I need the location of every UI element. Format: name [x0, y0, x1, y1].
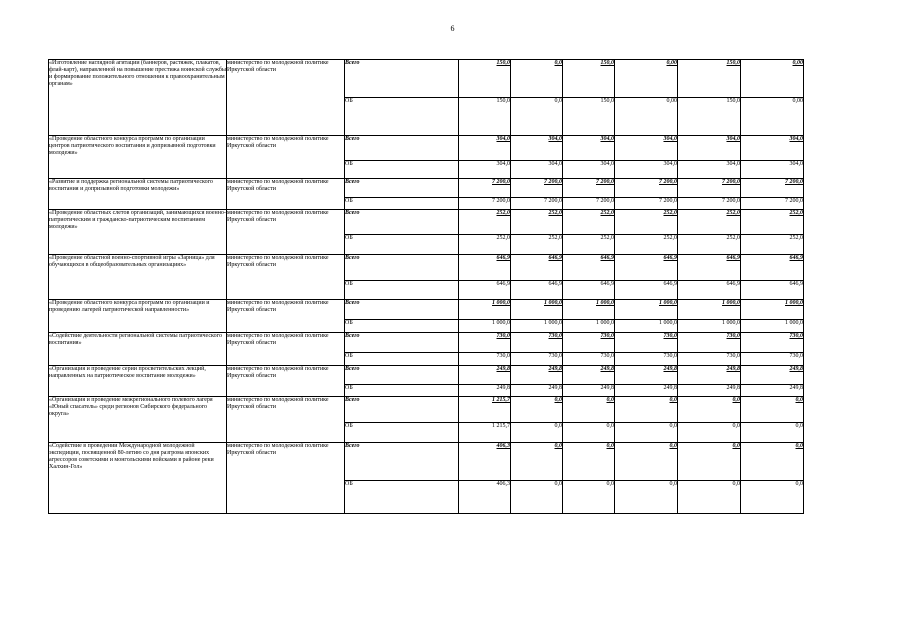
funding-total-label: Всего — [345, 300, 459, 320]
ob-value: 150,0 — [459, 98, 511, 136]
ob-value: 252,0 — [615, 235, 678, 255]
total-value: 252,0 — [563, 210, 615, 235]
ob-value: 1 000,0 — [741, 320, 804, 333]
total-value: 249,8 — [741, 366, 804, 385]
ob-value: 249,8 — [563, 385, 615, 397]
total-value: 0,0 — [678, 443, 741, 481]
measure-name: «Проведение областных слетов организаций, занимающихся военно-патриотическим и гражданско-патриотическим воспитанием молодежи» — [49, 210, 227, 255]
measure-name: «Содействие деятельности региональной системы патриотического воспитания» — [49, 333, 227, 366]
total-value: 646,9 — [615, 255, 678, 281]
ob-value: 249,8 — [459, 385, 511, 397]
measure-name: «Проведение областного конкурса программ по организации и проведению лагерей патриотической направленности» — [49, 300, 227, 333]
total-value: 304,0 — [741, 136, 804, 161]
total-value: 1 000,0 — [678, 300, 741, 320]
ob-value: 1 000,0 — [563, 320, 615, 333]
responsible-executor: министерство по молодежной политике Иркутской области — [227, 60, 345, 136]
total-value: 252,0 — [678, 210, 741, 235]
total-value: 1 215,7 — [459, 397, 511, 423]
funding-total-label: Всего — [345, 443, 459, 481]
funding-source-label: ОБ — [345, 320, 459, 333]
ob-value: 249,8 — [511, 385, 563, 397]
ob-value: 252,0 — [678, 235, 741, 255]
total-value: 249,8 — [615, 366, 678, 385]
ob-value: 0,0 — [563, 423, 615, 443]
ob-value: 646,9 — [741, 281, 804, 300]
funding-total-label: Всего — [345, 136, 459, 161]
total-value: 7 200,0 — [678, 179, 741, 198]
total-value: 0,0 — [678, 397, 741, 423]
ob-value: 252,0 — [741, 235, 804, 255]
funding-total-label: Всего — [345, 255, 459, 281]
responsible-executor: министерство по молодежной политике Иркутской области — [227, 179, 345, 210]
funding-source-label: ОБ — [345, 98, 459, 136]
ob-value: 304,0 — [615, 161, 678, 179]
total-value: 406,3 — [459, 443, 511, 481]
ob-value: 252,0 — [511, 235, 563, 255]
total-value: 1 000,0 — [511, 300, 563, 320]
ob-value: 646,9 — [459, 281, 511, 300]
table-row — [49, 179, 804, 198]
ob-value: 7 200,0 — [459, 198, 511, 210]
total-value: 0,0 — [615, 397, 678, 423]
funding-source-label: ОБ — [345, 423, 459, 443]
funding-total-label: Всего — [345, 210, 459, 235]
responsible-executor: министерство по молодежной политике Иркутской области — [227, 443, 345, 514]
table-row — [49, 397, 804, 423]
total-value: 0,0 — [563, 443, 615, 481]
funding-source-label: ОБ — [345, 235, 459, 255]
measure-name: «Развитие и поддержка региональной системы патриотического воспитания и допризывной подготовки молодежи» — [49, 179, 227, 210]
total-value: 249,8 — [563, 366, 615, 385]
total-value: 7 200,0 — [511, 179, 563, 198]
funding-source-label: ОБ — [345, 385, 459, 397]
table-row — [49, 443, 804, 481]
ob-value: 304,0 — [678, 161, 741, 179]
table-row — [49, 255, 804, 281]
responsible-executor: министерство по молодежной политике Иркутской области — [227, 210, 345, 255]
budget-table-body — [49, 60, 804, 514]
ob-value: 304,0 — [511, 161, 563, 179]
ob-value: 1 215,7 — [459, 423, 511, 443]
ob-value: 730,0 — [741, 353, 804, 366]
total-value: 646,9 — [511, 255, 563, 281]
ob-value: 7 200,0 — [678, 198, 741, 210]
responsible-executor: министерство по молодежной политике Иркутской области — [227, 300, 345, 333]
table-row — [49, 300, 804, 320]
ob-value: 730,0 — [563, 353, 615, 366]
measure-name: «Содействие в проведении Международной молодежной экспедиции, посвященной 80-летию со дня разгрома японских агрессоров советскими и монгольскими войсками в районе реки Халхин-Гол» — [49, 443, 227, 514]
ob-value: 1 000,0 — [511, 320, 563, 333]
total-value: 252,0 — [459, 210, 511, 235]
total-value: 730,0 — [615, 333, 678, 353]
ob-value: 252,0 — [459, 235, 511, 255]
ob-value: 0,0 — [615, 423, 678, 443]
total-value: 7 200,0 — [741, 179, 804, 198]
ob-value: 249,8 — [615, 385, 678, 397]
table-row — [49, 210, 804, 235]
ob-value: 0,0 — [563, 481, 615, 514]
ob-value: 252,0 — [563, 235, 615, 255]
ob-value: 0,00 — [615, 98, 678, 136]
ob-value: 730,0 — [678, 353, 741, 366]
funding-total-label: Всего — [345, 397, 459, 423]
total-value: 646,9 — [563, 255, 615, 281]
ob-value: 249,8 — [741, 385, 804, 397]
measure-name: «Организация и проведение серии просветительских лекций, направленных на патриотическое воспитание молодежи» — [49, 366, 227, 397]
total-value: 646,9 — [459, 255, 511, 281]
ob-value: 646,9 — [678, 281, 741, 300]
funding-total-label: Всего — [345, 60, 459, 98]
total-value: 1 000,0 — [741, 300, 804, 320]
total-value: 252,0 — [511, 210, 563, 235]
total-value: 7 200,0 — [563, 179, 615, 198]
total-value: 1 000,0 — [615, 300, 678, 320]
ob-value: 646,9 — [615, 281, 678, 300]
total-value: 304,0 — [563, 136, 615, 161]
total-value: 304,0 — [615, 136, 678, 161]
total-value: 7 200,0 — [459, 179, 511, 198]
ob-value: 150,0 — [678, 98, 741, 136]
funding-source-label: ОБ — [345, 353, 459, 366]
ob-value: 7 200,0 — [741, 198, 804, 210]
measure-name: «Изготовление наглядной агитации (баннеров, растяжек, плакатов, флай-карт), направленной на повышение престижа воинской службы и формирование положительного отношения к правоохранительным органам» — [49, 60, 227, 136]
responsible-executor: министерство по молодежной политике Иркутской области — [227, 366, 345, 397]
funding-total-label: Всего — [345, 333, 459, 353]
funding-total-label: Всего — [345, 179, 459, 198]
funding-total-label: Всего — [345, 366, 459, 385]
ob-value: 0,0 — [511, 481, 563, 514]
table-row — [49, 333, 804, 353]
ob-value: 249,8 — [678, 385, 741, 397]
ob-value: 730,0 — [615, 353, 678, 366]
ob-value: 0,0 — [511, 423, 563, 443]
ob-value: 1 000,0 — [615, 320, 678, 333]
total-value: 0,0 — [511, 443, 563, 481]
ob-value: 0,0 — [678, 423, 741, 443]
ob-value: 7 200,0 — [615, 198, 678, 210]
ob-value: 304,0 — [563, 161, 615, 179]
total-value: 150,0 — [459, 60, 511, 98]
total-value: 646,9 — [678, 255, 741, 281]
measure-name: «Проведение областного конкурса программ по организации центров патриотического воспитания и допризывной подготовки молодежи» — [49, 136, 227, 179]
total-value: 730,0 — [741, 333, 804, 353]
table-row — [49, 366, 804, 385]
funding-source-label: ОБ — [345, 481, 459, 514]
total-value: 252,0 — [741, 210, 804, 235]
total-value: 730,0 — [459, 333, 511, 353]
ob-value: 1 000,0 — [678, 320, 741, 333]
total-value: 0,0 — [511, 60, 563, 98]
ob-value: 646,9 — [511, 281, 563, 300]
ob-value: 730,0 — [459, 353, 511, 366]
ob-value: 646,9 — [563, 281, 615, 300]
funding-source-label: ОБ — [345, 281, 459, 300]
total-value: 249,8 — [459, 366, 511, 385]
total-value: 249,8 — [678, 366, 741, 385]
total-value: 730,0 — [563, 333, 615, 353]
total-value: 0,00 — [615, 60, 678, 98]
funding-source-label: ОБ — [345, 161, 459, 179]
responsible-executor: министерство по молодежной политике Иркутской области — [227, 136, 345, 179]
total-value: 304,0 — [678, 136, 741, 161]
total-value: 7 200,0 — [615, 179, 678, 198]
table-row — [49, 60, 804, 98]
total-value: 0,0 — [741, 443, 804, 481]
ob-value: 0,0 — [615, 481, 678, 514]
total-value: 304,0 — [511, 136, 563, 161]
responsible-executor: министерство по молодежной политике Иркутской области — [227, 397, 345, 443]
table-row — [49, 136, 804, 161]
total-value: 0,0 — [563, 397, 615, 423]
measure-name: «Проведение областной военно-спортивной игры «Зарница» для обучающихся в общеобразовательных организациях» — [49, 255, 227, 300]
total-value: 249,8 — [511, 366, 563, 385]
ob-value: 0,0 — [678, 481, 741, 514]
ob-value: 0,0 — [741, 481, 804, 514]
total-value: 150,0 — [563, 60, 615, 98]
total-value: 0,0 — [741, 397, 804, 423]
total-value: 0,00 — [741, 60, 804, 98]
ob-value: 1 000,0 — [459, 320, 511, 333]
ob-value: 150,0 — [563, 98, 615, 136]
total-value: 252,0 — [615, 210, 678, 235]
ob-value: 304,0 — [741, 161, 804, 179]
total-value: 0,0 — [615, 443, 678, 481]
total-value: 1 000,0 — [459, 300, 511, 320]
total-value: 304,0 — [459, 136, 511, 161]
ob-value: 304,0 — [459, 161, 511, 179]
total-value: 646,9 — [741, 255, 804, 281]
funding-source-label: ОБ — [345, 198, 459, 210]
page-number: 6 — [450, 24, 455, 33]
responsible-executor: министерство по молодежной политике Иркутской области — [227, 255, 345, 300]
budget-table — [48, 59, 804, 514]
ob-value: 0,00 — [741, 98, 804, 136]
ob-value: 7 200,0 — [511, 198, 563, 210]
ob-value: 0,0 — [511, 98, 563, 136]
ob-value: 406,3 — [459, 481, 511, 514]
ob-value: 7 200,0 — [563, 198, 615, 210]
responsible-executor: министерство по молодежной политике Иркутской области — [227, 333, 345, 366]
ob-value: 730,0 — [511, 353, 563, 366]
ob-value: 0,0 — [741, 423, 804, 443]
total-value: 0,0 — [511, 397, 563, 423]
total-value: 150,0 — [678, 60, 741, 98]
total-value: 1 000,0 — [563, 300, 615, 320]
total-value: 730,0 — [678, 333, 741, 353]
total-value: 730,0 — [511, 333, 563, 353]
measure-name: «Организация и проведение межрегионального полевого лагеря «Юный спасатель» среди регионов Сибирского федерального округа» — [49, 397, 227, 443]
